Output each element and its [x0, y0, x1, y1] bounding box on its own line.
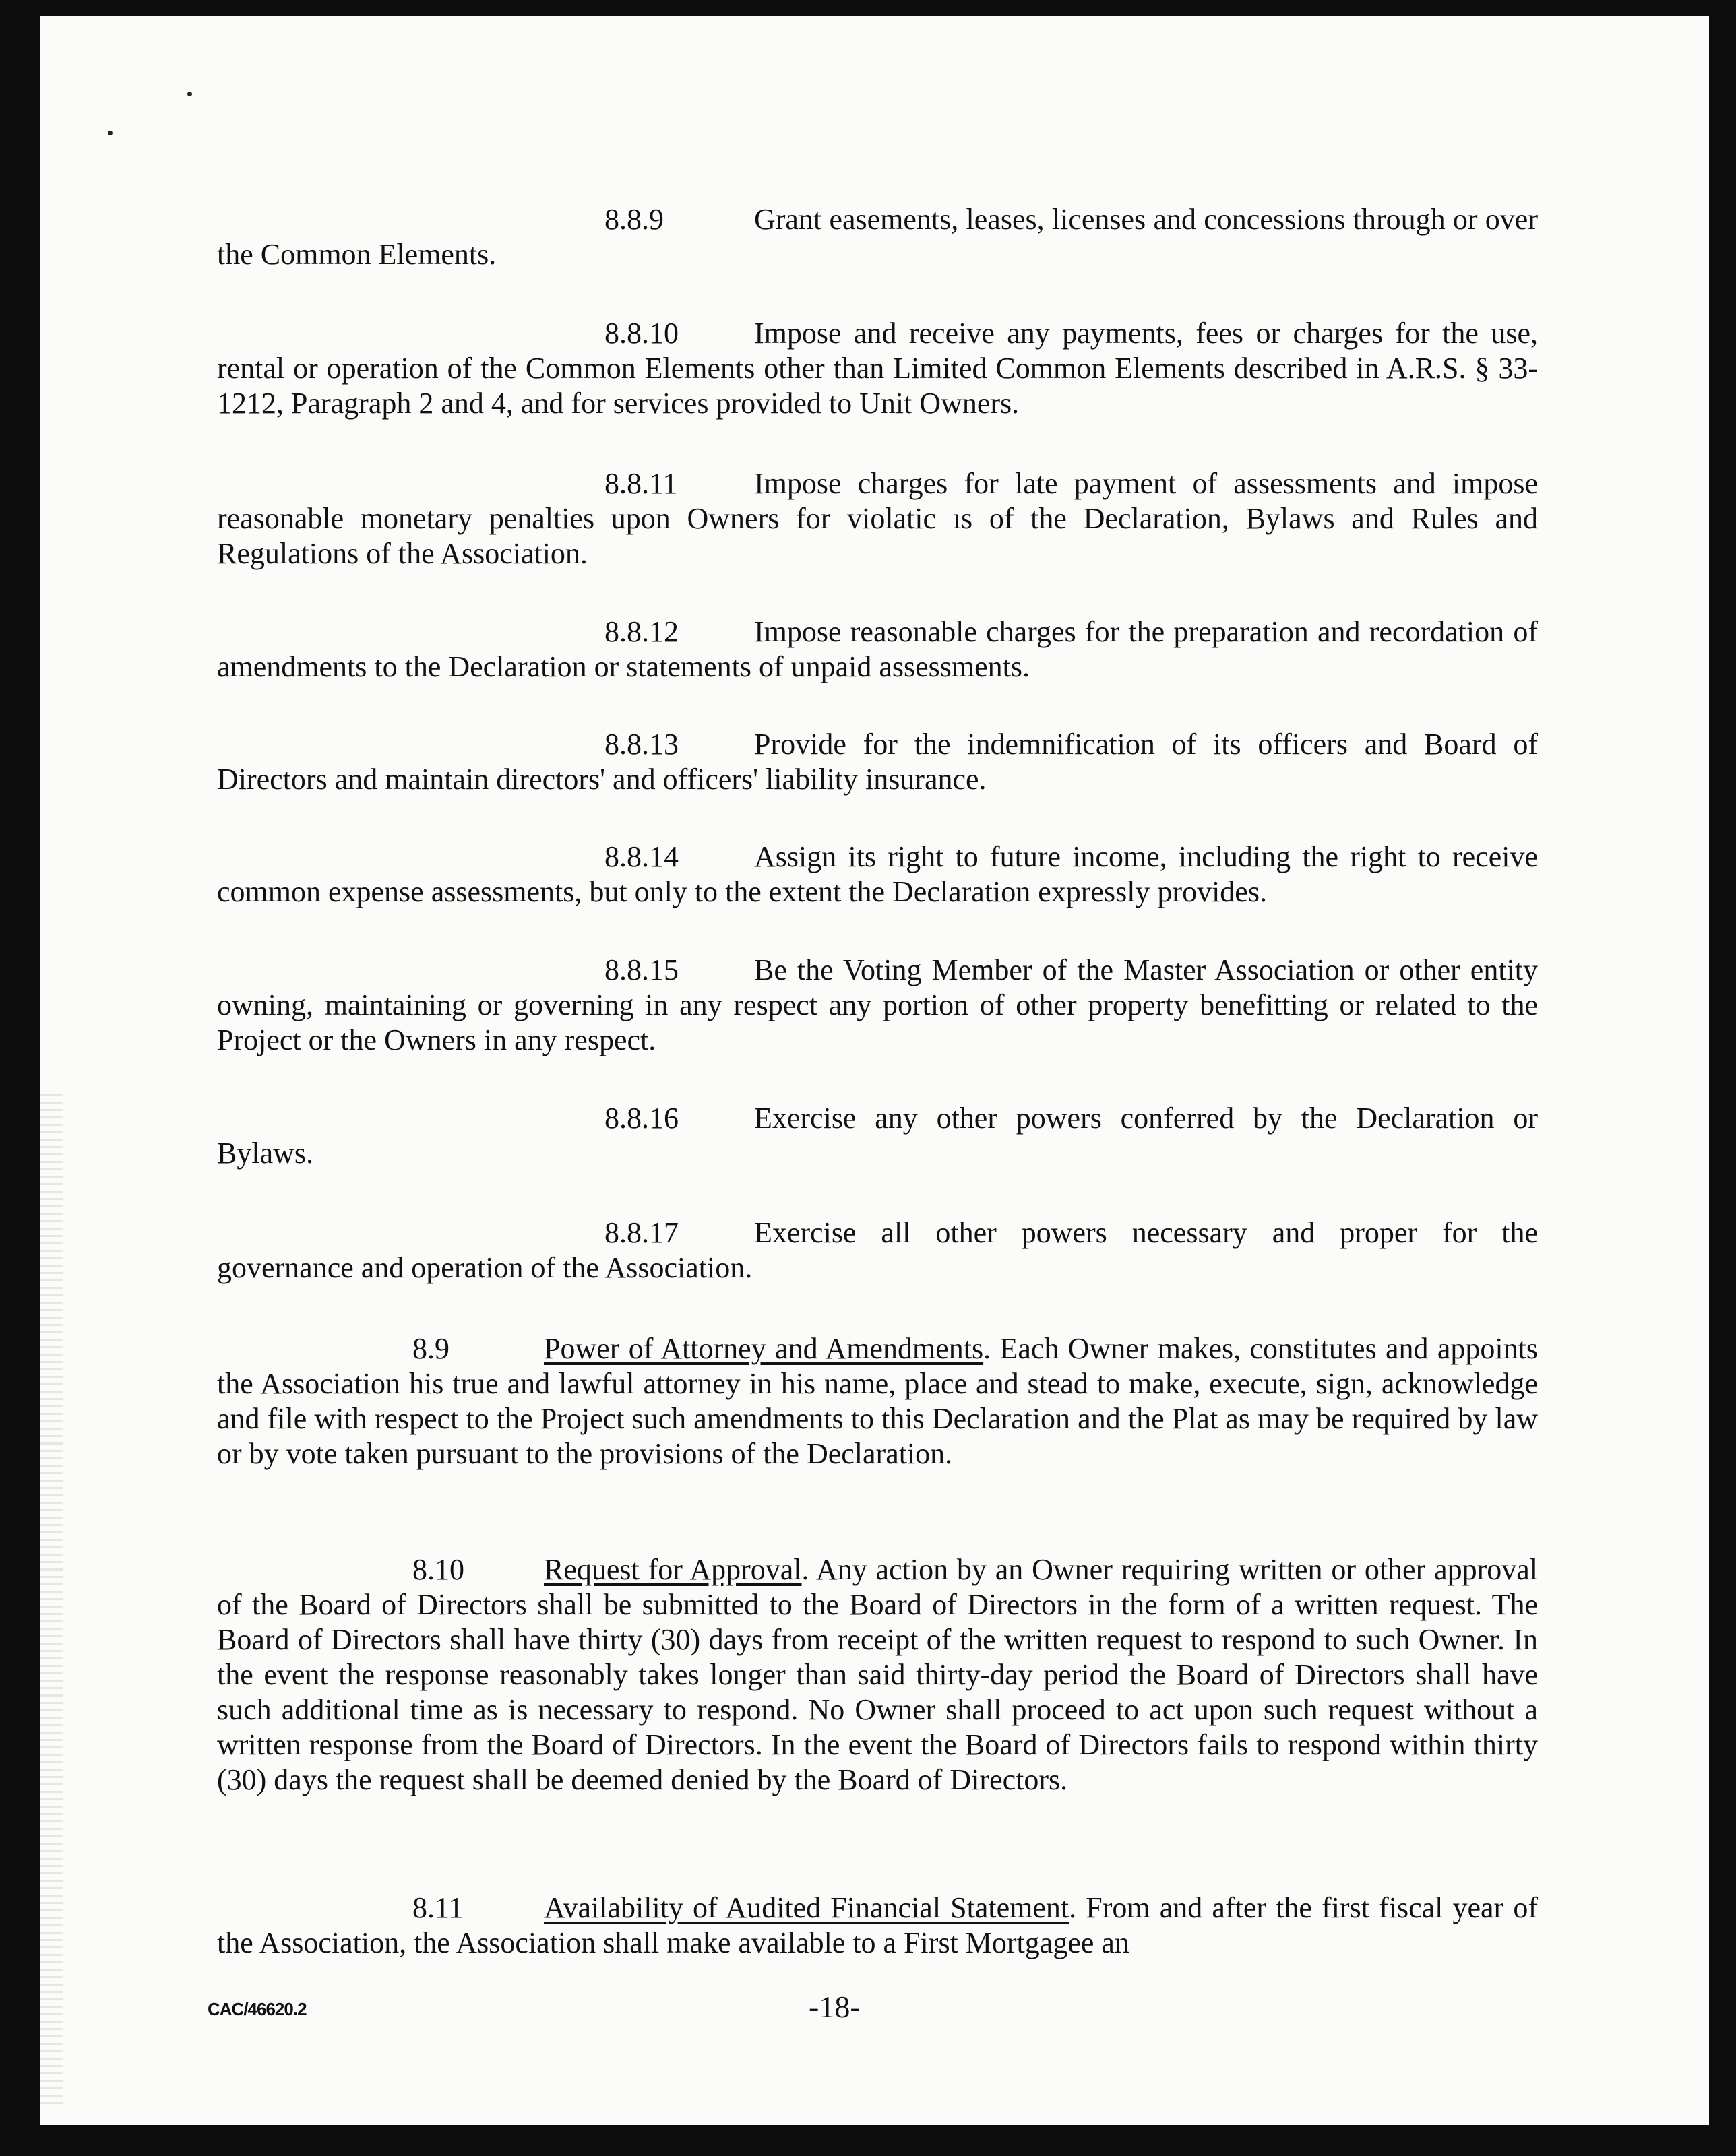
- section-8-9: [217, 1331, 1538, 1471]
- paragraph-8-8-10: [217, 316, 1538, 421]
- paragraph-number: 8.8.12: [604, 615, 679, 648]
- paragraph-text: Provide for the indemnification of its officers and Board of Directors and maintain directors' and officers' liability insurance.: [217, 728, 1538, 796]
- paragraph-8-8-11: [217, 466, 1538, 571]
- paragraph-text: Impose reasonable charges for the preparation and recordation of amendments to the Declaration or statements of unpaid assessments.: [217, 615, 1538, 683]
- section-text: . Any action by an Owner requiring written or other approval of the Board of Directors shall be submitted to the Board of Directors in the form of a written request. The Board of Directors shall have thirty (30) days from receipt of the written request to respond to such Owner. In the event the response reasonably takes longer than said thirty-day period the Board of Directors shall have such additional time as is necessary to respond. No Owner shall proceed to act upon such request without a written response from the Board of Directors. In the event the Board of Directors fails to respond within thirty (30) days the request shall be deemed denied by the Board of Directors.: [217, 1553, 1539, 1796]
- paragraph-text: Exercise all other powers necessary and proper for the governance and operation of the Association.: [217, 1216, 1538, 1284]
- paragraph-number: 8.8.11: [604, 467, 678, 500]
- scan-edge-noise: [40, 1094, 63, 2105]
- page-number: -18-: [809, 1990, 861, 2024]
- paragraph-8-8-9: [217, 202, 1538, 272]
- paragraph-text: Impose and receive any payments, fees or charges for the use, rental or operation of the Common Elements other than Limited Common Elements described in A.R.S. § 33-1212, Paragraph 2 and 4, and for services provided to Unit Owners.: [217, 317, 1538, 420]
- section-8-10: [217, 1552, 1538, 1798]
- paragraph-number: 8.8.14: [604, 840, 679, 873]
- section-8-11: [217, 1891, 1538, 1961]
- section-number: 8.10: [412, 1553, 464, 1586]
- document-code: CAC/46620.2: [208, 1999, 307, 2019]
- paragraph-number: 8.8.13: [604, 728, 679, 761]
- paragraph-number: 8.8.16: [604, 1102, 679, 1135]
- document-page: [40, 16, 1709, 2125]
- paragraph-number: 8.8.17: [604, 1216, 679, 1249]
- section-number: 8.11: [412, 1891, 464, 1924]
- paragraph-number: 8.8.9: [604, 203, 664, 236]
- paragraph-number: 8.8.15: [604, 953, 679, 986]
- paragraph-text: Be the Voting Member of the Master Association or other entity owning, maintaining or governing in any respect any portion of other property benefitting or related to the Project or the Owners in any respect.: [217, 953, 1538, 1056]
- paragraph-8-8-13: [217, 727, 1538, 797]
- paragraph-text: Grant easements, leases, licenses and concessions through or over the Common Elements.: [217, 203, 1538, 271]
- paragraph-text: Assign its right to future income, including the right to receive common expense assessments, but only to the extent the Declaration expressly provides.: [217, 840, 1538, 908]
- scan-speck: [187, 92, 192, 96]
- paragraph-8-8-17: [217, 1215, 1538, 1286]
- paragraph-8-8-15: [217, 953, 1538, 1058]
- section-text: . From and after the first fiscal year of the Association, the Association shall make available to a First Mortgagee an: [217, 1891, 1538, 1959]
- section-heading: Power of Attorney and Amendments: [544, 1332, 984, 1365]
- paragraph-8-8-16: [217, 1101, 1538, 1171]
- section-heading: Request for Approval: [544, 1553, 802, 1586]
- paragraph-text: Impose charges for late payment of assessments and impose reasonable monetary penalties upon Owners for violatic ıs of the Declaration, Bylaws and Rules and Regulations of the Association.: [217, 467, 1538, 570]
- section-heading: Availability of Audited Financial Statement: [544, 1891, 1070, 1924]
- scan-speck: [108, 131, 113, 135]
- paragraph-8-8-12: [217, 614, 1538, 685]
- paragraph-text: Exercise any other powers conferred by the Declaration or Bylaws.: [217, 1102, 1538, 1170]
- section-number: 8.9: [412, 1332, 450, 1365]
- paragraph-8-8-14: [217, 839, 1538, 910]
- paragraph-number: 8.8.10: [604, 317, 679, 350]
- section-text: . Each Owner makes, constitutes and appoints the Association his true and lawful attorney in his name, place and stead to make, execute, sign, acknowledge and file with respect to the Project such amendments to this Declaration and the Plat as may be required by law or by vote taken pursuant to the provisions of the Declaration.: [217, 1332, 1538, 1470]
